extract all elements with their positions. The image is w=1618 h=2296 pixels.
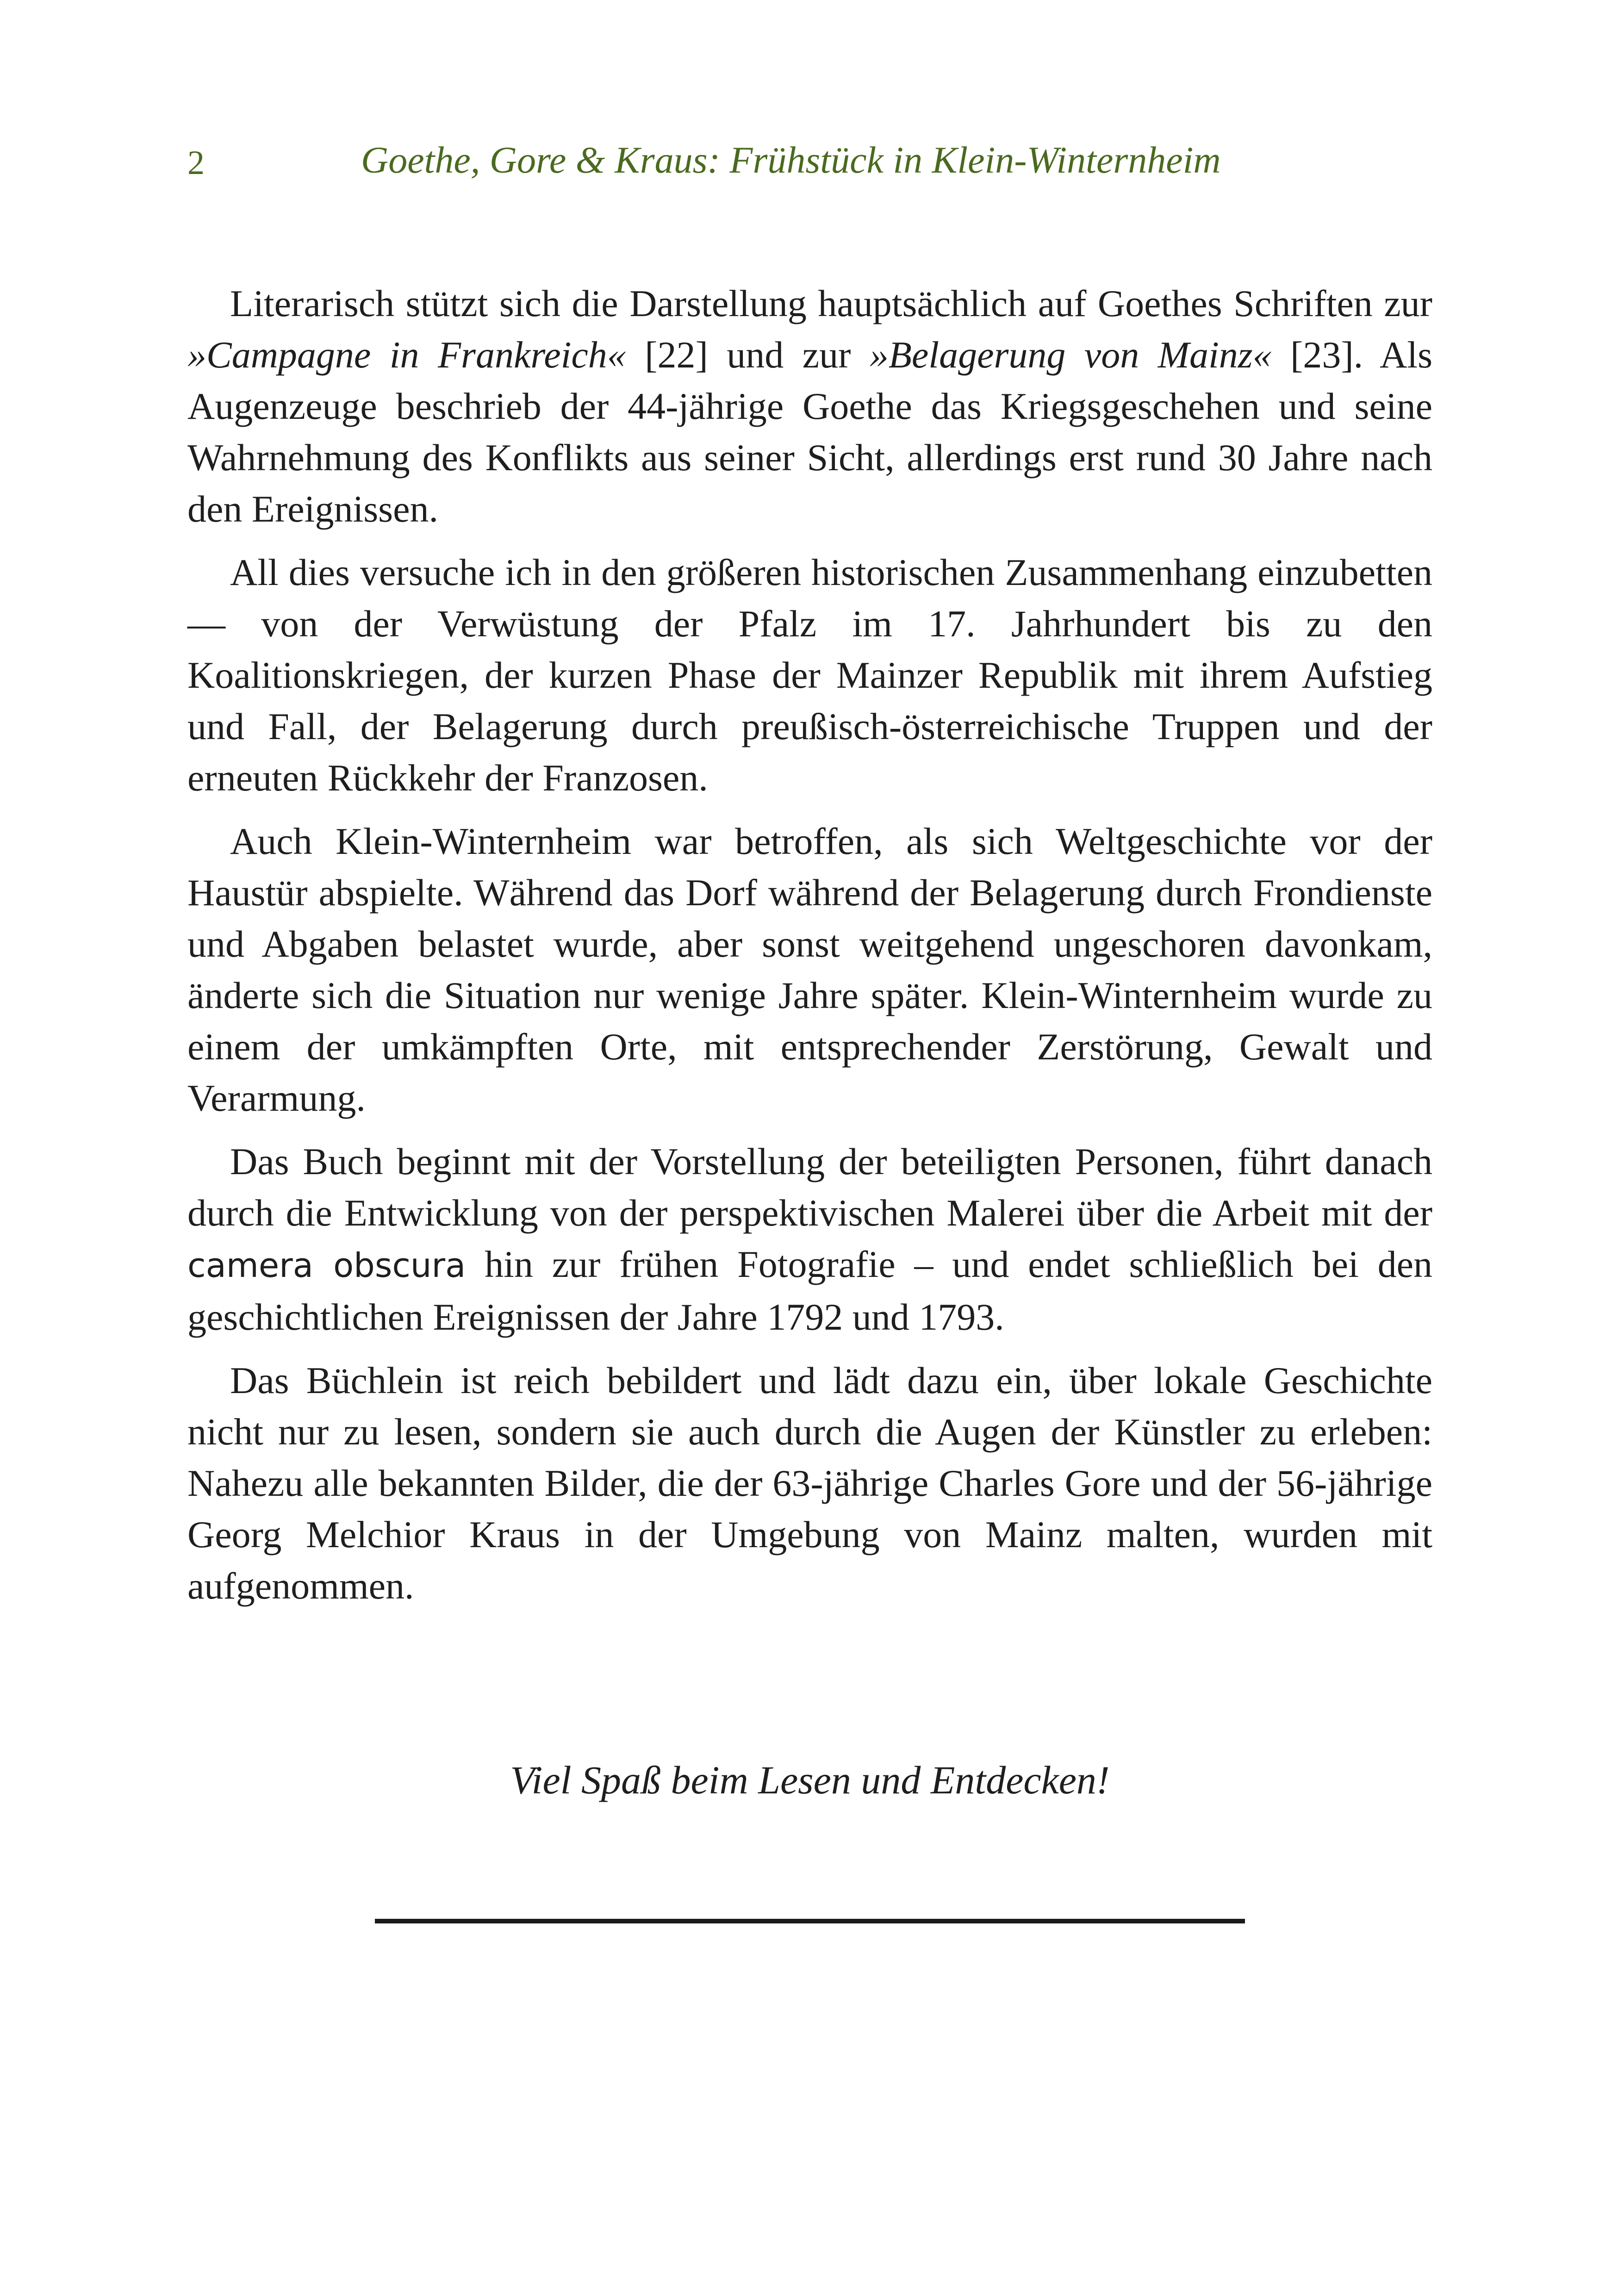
title-belagerung: »Belagerung von Mainz« [869,334,1272,376]
running-title: Goethe, Gore & Kraus: Frühstück in Klein-Winternheim [361,139,1221,181]
paragraph-4-text-a: Das Buch beginnt mit der Vorstellung der beteiligten Personen, führt danach durch die Entwicklung von der perspektivischen Malerei über die Arbeit mit der [187,1140,1432,1234]
page-number: 2 [187,144,205,182]
paragraph-4-text-b: hin zur frühen Fotografie – und endet schließlich bei den geschichtlichen Ereignissen der Jahre 1792 und 1793. [187,1243,1432,1338]
term-camera-obscura: camera obscura [187,1246,466,1285]
title-campagne: »Campagne in Frankreich« [187,334,626,376]
horizontal-rule [375,1919,1245,1923]
paragraph-1 [187,278,1432,535]
paragraph-4 [187,1136,1432,1343]
paragraph-1-text-b: [22] und zur [626,334,870,376]
paragraph-3: Auch Klein-Winternheim war betroffen, als sich Weltgeschichte vor der Haustür abspielte. Während das Dorf während der Belagerung durch Frondienste und Abgaben belastet wurde, aber sonst weitgehend ungeschoren davonkam, änderte sich die Situation nur wenige Jahre später. Klein-Winternheim wurde zu einem der umkämpften Orte, mit entsprechender Zerstörung, Gewalt und Verarmung. [187,820,1432,1119]
paragraph-1-text-c: [23]. Als Augenzeuge beschrieb der 44-jährige Goethe das Kriegsgeschehen und seine Wahrnehmung des Konflikts aus seiner Sicht, allerdings erst rund 30 Jahre nach den Ereignissen. [187,334,1432,530]
paragraph-1-text-a: Literarisch stützt sich die Darstellung hauptsächlich auf Goethes Schriften zur [230,282,1432,324]
paragraph-2: All dies versuche ich in den größeren historischen Zusammenhang einzubetten — von der Verwüstung der Pfalz im 17. Jahrhundert bis zu den Koalitionskriegen, der kurzen Phase der Mainzer Republik mit ihrem Aufstieg und Fall, der Belagerung durch preußisch-österreichische Truppen und der erneuten Rückkehr der Franzosen. [187,551,1432,799]
closing-line: Viel Spaß beim Lesen und Entdecken! [510,1758,1110,1802]
paragraph-5: Das Büchlein ist reich bebildert und lädt dazu ein, über lokale Geschichte nicht nur zu lesen, sondern sie auch durch die Augen der Künstler zu erleben: Nahezu alle bekannten Bilder, die der 63-jährige Charles Gore und der 56-jährige Georg Melchior Kraus in der Umgebung von Mainz malten, wurden mit aufgenommen. [187,1359,1432,1607]
body-text [187,278,1432,1624]
